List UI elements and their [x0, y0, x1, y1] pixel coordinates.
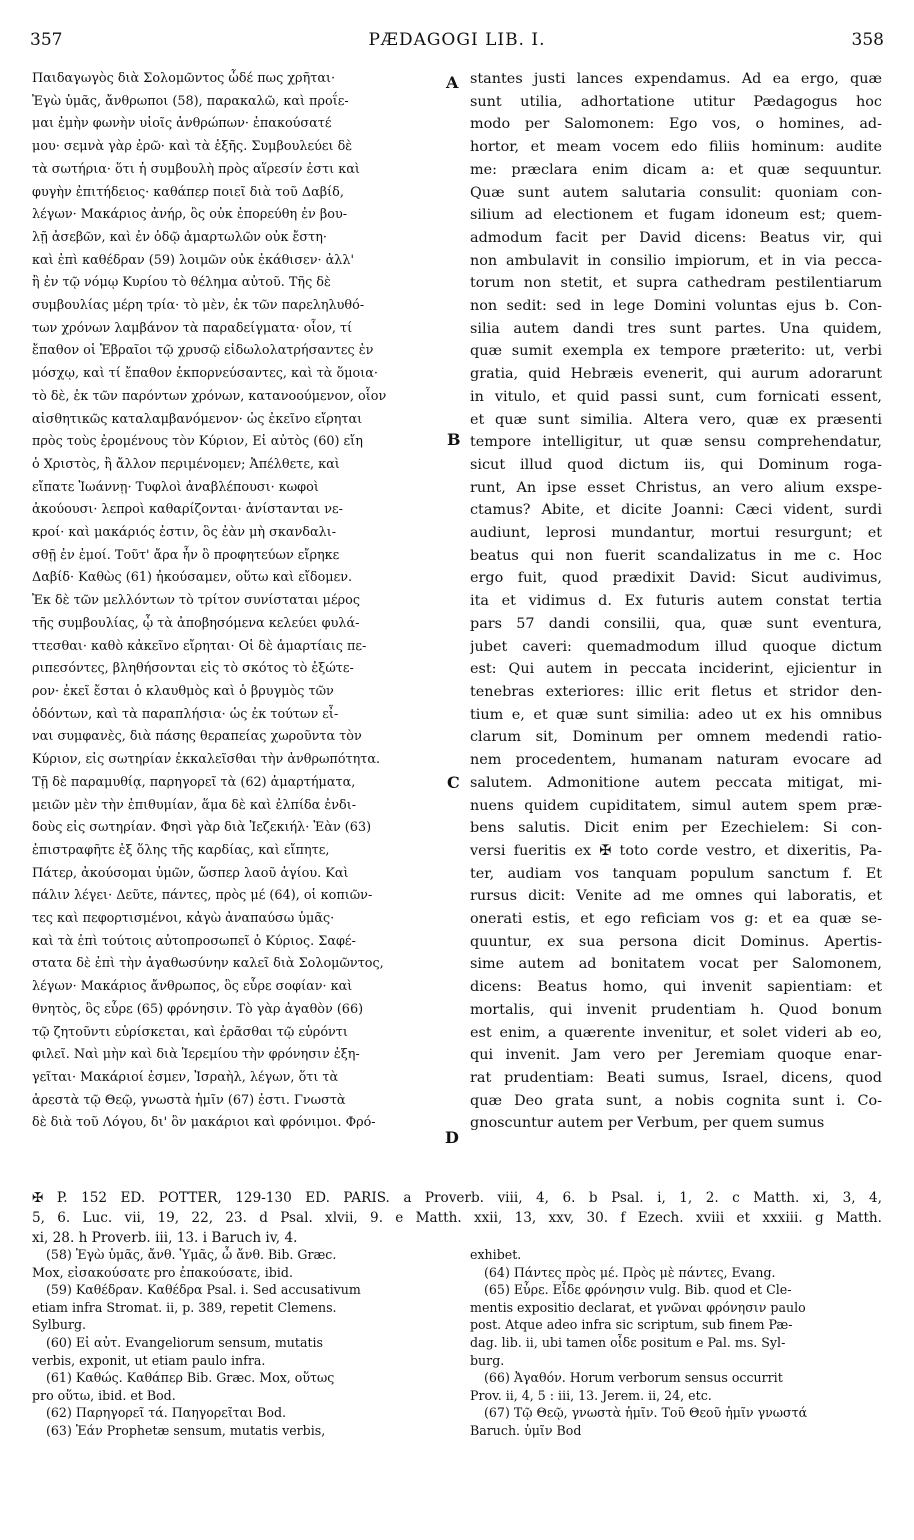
latin-text-line: clarum sit, Dominum per omnem medendi ratio-	[470, 729, 882, 746]
latin-text-line: tium e, et quæ sunt similia: adeo ut ex his omnibus	[470, 706, 882, 723]
greek-text-line: πάλιν λέγει· Δεῦτε, πάντες, πρὸς μέ (64), οἱ κοπιῶν-	[32, 888, 373, 904]
latin-text-line: versi fueritis ex ✠ toto corde vestro, et dixeritis, Pa-	[470, 842, 882, 859]
greek-text-column	[32, 68, 442, 1135]
latin-text-line: quæ sumit exempla ex tempore præterito: ut, verbi	[470, 343, 882, 360]
footnote-line: etiam infra Stromat. ii, p. 389, repetit Clemens.	[32, 1299, 337, 1315]
latin-text-line: quæ Deo grata sunt, a nobis cognita sunt i. Co-	[470, 1092, 882, 1109]
latin-text-line: modo per Salomonem: Ego vos, o homines, ad-	[470, 116, 882, 133]
latin-text-line: et quæ sunt similia. Altera vero, quæ ex præsenti	[470, 411, 882, 428]
greek-text-line: των χρόνων λαμβάνον τὰ παραδείγματα· οἷον, τί	[32, 320, 353, 336]
greek-text-line: σθῇ ἐν ἐμοί. Τοῦτ' ἄρα ἦν ὃ προφητεύων εἴρηκε	[32, 547, 340, 563]
greek-text-line: φιλεῖ. Ναὶ μὴν καὶ διὰ Ἱερεμίου τὴν φρόνησιν ἐξη-	[32, 1047, 360, 1063]
footnotes-left-column	[32, 1246, 444, 1440]
footnote-line: (66) Ἀγαθόν. Horum verborum sensus occurrit	[484, 1370, 783, 1386]
greek-text-line: ἔπαθον οἱ Ἑβραῖοι τῷ χρυσῷ εἰδωλολατρήσαντες ἐν	[32, 343, 374, 359]
greek-text-line: λῇ ἀσεβῶν, καὶ ἐν ὁδῷ ἁμαρτωλῶν οὐκ ἔστη·	[32, 229, 327, 245]
greek-text-line: λέγων· Μακάριος ἀνήρ, ὃς οὐκ ἐπορεύθη ἐν βου-	[32, 207, 348, 223]
latin-text-line: rat prudentiam: Beati sumus, Israel, dicens, quod	[470, 1069, 882, 1086]
latin-text-line: torum non stetit, et supra cathedram pestilentiarum	[470, 275, 882, 292]
footnote-line: (61) Καθώς. Καθάπερ Bib. Græc. Mox, οὕτως	[46, 1370, 335, 1386]
latin-text-line: est: Qui autem in peccata inciderint, ejicientur in	[470, 661, 882, 678]
greek-text-line: πρὸς τοὺς ἐρομένους τὸν Κύριον, Εἰ αὐτὸς (60) εἴη	[32, 434, 363, 450]
latin-text-line: tempore intelligitur, ut quæ sensu comprehendatur,	[470, 434, 882, 451]
greek-text-line: καὶ τὰ ἐπὶ τούτοις αὐτοπροσωπεῖ ὁ Κύριος. Σαφέ-	[32, 933, 356, 949]
latin-text-line: quuntur, ex sua persona dicit Dominus. Apertis-	[470, 933, 882, 950]
latin-text-line: rursus dicit: Venite ad me omnes qui laboratis, et	[470, 888, 882, 905]
latin-text-line: ergo fuit, quod prædixit David: Sicut audivimus,	[470, 570, 882, 587]
greek-text-line: Ἐγὼ ὑμᾶς, ἄνθρωποι (58), παρακαλῶ, καὶ προΐε-	[32, 93, 349, 109]
greek-text-line: Τῇ δὲ παραμυθίᾳ, παρηγορεῖ τὰ (62) ἁμαρτήματα,	[32, 774, 356, 790]
latin-text-line: non ambulavit in consilio impiorum, et in via pecca-	[470, 252, 882, 269]
latin-text-line: onerati estis, et ego reficiam vos g: et ea quæ se-	[470, 911, 882, 928]
latin-text-line: runt, An ipse esset Christus, an vero alium exspe-	[470, 479, 882, 496]
latin-text-line: beatus qui non fuerit scandalizatus in me c. Hoc	[470, 547, 882, 564]
greek-text-line: ἀκούουσι· λεπροὶ καθαρίζονται· ἀνίστανται νε-	[32, 502, 343, 518]
greek-text-line: Παιδαγωγὸς διὰ Σολομῶντος ὧδέ πως χρῆται·	[32, 71, 336, 86]
footnote-line: verbis, exponit, ut etiam paulo infra.	[32, 1352, 266, 1368]
latin-text-line: ctamus? Abite, et dicite Joanni: Cæci vident, surdi	[470, 502, 882, 519]
greek-text-line: μαι ἐμὴν φωνὴν υἱοῖς ἀνθρώπων· ἐπακούσατέ	[32, 116, 332, 132]
footnote-line: post. Atque adeo infra sic scriptum, sub finem Pæ-	[470, 1317, 793, 1333]
footnote-line: exhibet.	[470, 1247, 522, 1262]
greek-text-line: δοὺς εἰς σωτηρίαν. Φησὶ γὰρ διὰ Ἰεζεκιήλ· Ἐὰν (63)	[32, 820, 372, 836]
latin-text-line: salutem. Admonitione autem peccata mitigat, mi-	[470, 774, 882, 791]
footnote-line: Baruch. ὑμῖν Bod	[470, 1422, 582, 1438]
latin-text-line: bens salutis. Dicit enim per Ezechielem: Si con-	[470, 820, 882, 837]
margin-marker-b: B	[447, 430, 461, 449]
greek-text-line: εἴπατε Ἰωάννῃ· Τυφλοὶ ἀναβλέπουσι· κωφοὶ	[32, 479, 319, 495]
greek-text-line: τὰ σωτήρια· ὅτι ἡ συμβουλὴ πρὸς αἵρεσίν ἐστι καὶ	[32, 161, 360, 177]
latin-text-line: stantes justi lances expendamus. Ad ea ergo, quæ	[470, 71, 882, 87]
page-number-left: 357	[30, 30, 63, 50]
latin-text-line: gnoscuntur autem per Verbum, per quem sumus	[470, 1115, 825, 1132]
greek-text-line: τῷ ζητοῦντι εὑρίσκεται, καὶ ἐρᾶσθαι τῷ εὑρόντι	[32, 1024, 348, 1040]
greek-text-line: Ἐκ δὲ τῶν μελλόντων τὸ τρίτον συνίσταται μέρος	[32, 593, 361, 609]
latin-text-line: tenebras exteriores: illic erit fletus et stridor den-	[470, 683, 882, 700]
greek-text-line: ὀδόντων, καὶ τὰ παραπλήσια· ὡς ἐκ τούτων εἶ-	[32, 706, 339, 722]
latin-text-line: mortalis, qui invenit prudentiam h. Quod bonum	[470, 1001, 882, 1018]
greek-text-line: ὁ Χριστὸς, ἢ ἄλλον περιμένομεν; Ἀπέλθετε, καὶ	[32, 456, 340, 472]
greek-text-line: δὲ διὰ τοῦ Λόγου, δι' ὃν μακάριοι καὶ φρόνιμοι. Φρό-	[32, 1115, 376, 1131]
latin-text-line: Quæ sunt autem salutaria consulit: quoniam con-	[470, 184, 882, 201]
latin-text-line: silium ad electionem et fugam idoneum est; quem-	[470, 207, 882, 224]
greek-text-line: τὸ δὲ, ἐκ τῶν παρόντων χρόνων, κατανοούμενον, οἷον	[32, 388, 387, 404]
latin-text-line: in vitulo, et quid passi sunt, cum fornicati essent,	[470, 388, 882, 405]
latin-text-line: audiunt, leprosi mundantur, mortui resurgunt; et	[470, 525, 882, 542]
latin-text-line: nem procedentem, humanam naturam evocare ad	[470, 752, 882, 769]
footnote-line: (58) Ἐγὼ ὑμᾶς, ἄνθ. Ὑμᾶς, ὦ ἄνθ. Bib. Græc.	[46, 1247, 337, 1262]
latin-text-line: me: præclara enim dicam a: et quæ sequuntur.	[470, 161, 882, 178]
footnote-line: (67) Τῷ Θεῷ, γνωστὰ ἡμῖν. Τοῦ Θεοῦ ἡμῖν γνωστά	[484, 1405, 808, 1421]
greek-text-line: θνητὸς, ὃς εὗρε (65) φρόνησιν. Τὸ γὰρ ἀγαθὸν (66)	[32, 1001, 364, 1017]
latin-text-line: sunt utilia, adhortatione utitur Pædagogus hoc	[470, 93, 882, 110]
footnote-line: (59) Καθέδραν. Καθέδρα Psal. i. Sed accusativum	[46, 1282, 361, 1298]
greek-text-line: φυγὴν ἐπιτήδειος· καθάπερ ποιεῖ διὰ τοῦ Δαβίδ,	[32, 184, 344, 200]
greek-text-line: συμβουλίας μέρη τρία· τὸ μὲν, ἐκ τῶν παρεληλυθό-	[32, 298, 365, 314]
latin-text-line: jubet caveri: quemadmodum illud quoque dictum	[470, 638, 882, 655]
footnote-line: (60) Εἰ αὐτ. Evangeliorum sensum, mutatis	[46, 1334, 324, 1350]
reference-line: ✠ P. 152 ED. POTTER, 129-130 ED. PARIS. a Proverb. viii, 4, 6. b Psal. i, 1, 2. c Matth. xi, 3, 4,	[32, 1190, 882, 1206]
footnote-line: (63) Ἐάν Prophetæ sensum, mutatis verbis,	[46, 1422, 326, 1438]
greek-text-line: τες καὶ πεφορτισμένοι, κἀγὼ ἀναπαύσω ὑμᾶς·	[32, 911, 335, 927]
footnote-line: Sylburg.	[32, 1317, 87, 1333]
latin-text-line: pars 57 dandi consilii, qua, quæ sunt eventura,	[470, 615, 882, 632]
latin-text-line: sicut illud quod dictum iis, qui Dominum roga-	[470, 456, 882, 473]
latin-text-line: qui invenit. Jam vero per Jeremiam quoque enar-	[470, 1047, 882, 1064]
footnotes-right-column	[470, 1246, 882, 1440]
footnote-line: pro οὕτω, ibid. et Bod.	[32, 1387, 176, 1403]
greek-text-line: Κύριον, εἰς σωτηρίαν ἐκκαλεῖσθαι τὴν ἀνθρωπότητα.	[32, 752, 381, 768]
margin-marker-c: C	[447, 773, 460, 792]
footnote-line: (64) Πάντες πρὸς μέ. Πρὸς μὲ πάντες, Evang.	[484, 1264, 776, 1280]
footnote-line: dag. lib. ii, ubi tamen οἶδε positum e Pal. ms. Syl-	[470, 1334, 786, 1350]
latin-text-line: sime autem ad bonitatem vocat per Salomonem,	[470, 956, 882, 973]
greek-text-line: ττεσθαι· καθὸ κἀκεῖνο εἴρηται· Οἱ δὲ ἁμαρτίαις πε-	[32, 638, 367, 654]
greek-text-line: στατα δὲ ἐπὶ τὴν ἀγαθωσύνην καλεῖ διὰ Σολομῶντος,	[32, 956, 384, 972]
running-title: PÆDAGOGI LIB. I.	[368, 30, 546, 50]
footnote-line: Prov. ii, 4, 5 : iii, 13. Jerem. ii, 24, etc.	[470, 1387, 712, 1403]
latin-text-line: gratia, quid Hebræis evenerit, qui aurum adorarunt	[470, 366, 882, 383]
greek-text-line: μειῶν μὲν τὴν ἐπιθυμίαν, ἅμα δὲ καὶ ἐλπίδα ἐνδι-	[32, 797, 357, 813]
scripture-references	[32, 1188, 882, 1248]
latin-text-line: non sedit: sed in lege Domini voluntas ejus b. Con-	[470, 298, 882, 315]
page-number-right: 358	[851, 30, 884, 50]
greek-text-line: ἀρεστὰ τῷ Θεῷ, γνωστὰ ἡμῖν (67) ἐστι. Γνωστὰ	[32, 1092, 346, 1108]
latin-text-line: est enim, a quærente invenitur, et solet videri ab eo,	[470, 1024, 882, 1041]
greek-text-line: ριπεσόντες, βληθήσονται εἰς τὸ σκότος τὸ ἐξώτε-	[32, 661, 354, 677]
reference-line: xi, 28. h Proverb. iii, 13. i Baruch iv, 4.	[32, 1230, 298, 1246]
margin-marker-a: A	[446, 73, 459, 92]
greek-text-line: Πάτερ, ἀκούσομαι ὑμῶν, ὥσπερ λαοῦ ἁγίου. Καὶ	[32, 865, 349, 881]
running-header	[30, 30, 884, 60]
greek-text-line: ρον· ἐκεῖ ἔσται ὁ κλαυθμὸς καὶ ὁ βρυγμὸς τῶν	[32, 683, 334, 699]
footnote-line: Mox, εἰσακούσατε pro ἐπακούσατε, ibid.	[32, 1264, 293, 1280]
footnote-line: (65) Εὗρε. Εἶδε φρόνησιν vulg. Bib. quod et Cle-	[484, 1282, 792, 1298]
reference-line: 5, 6. Luc. vii, 19, 22, 23. d Psal. xlvii, 9. e Matth. xxii, 13, xxv, 30. f Ezech. xviii et xxxiii. g Matth.	[32, 1210, 882, 1226]
greek-text-line: μου· σεμνὰ γὰρ ἐρῶ· καὶ τὰ ἑξῆς. Συμβουλεύει δὲ	[32, 139, 353, 155]
latin-text-line: admodum facit per David dicens: Beatus vir, qui	[470, 229, 882, 246]
latin-text-line: nuens quidem cupiditatem, simul autem spem præ-	[470, 797, 882, 814]
margin-marker-d: D	[445, 1128, 459, 1147]
greek-text-line: αἰσθητικῶς καταλαμβανόμενον· ὡς ἐκεῖνο εἴρηται	[32, 411, 363, 427]
greek-text-line: ἐπιστραφῆτε ἐξ ὅλης τῆς καρδίας, καὶ εἴπητε,	[32, 842, 330, 858]
latin-text-column	[470, 68, 882, 1135]
latin-text-line: silia autem dandi tres sunt partes. Una quidem,	[470, 320, 882, 337]
latin-text-line: ita et vidimus d. Ex futuris autem constat tertia	[470, 593, 882, 610]
greek-text-line: ἢ ἐν τῷ νόμῳ Κυρίου τὸ θέλημα αὐτοῦ. Τῆς δὲ	[32, 275, 331, 291]
greek-text-line: καὶ ἐπὶ καθέδραν (59) λοιμῶν οὐκ ἐκάθισεν· ἀλλ'	[32, 252, 354, 268]
greek-text-line: ναι συμφανὲς, διὰ πάσης θεραπείας χωροῦντα τὸν	[32, 729, 362, 745]
greek-text-line: τῆς συμβουλίας, ᾧ τὰ ἀποβησόμενα κελεύει φυλά-	[32, 615, 360, 631]
footnote-line: (62) Παρηγορεῖ τά. Παηγορεῖται Bod.	[46, 1405, 287, 1421]
footnote-line: mentis expositio declarat, et γνῶναι φρόνησιν paulo	[470, 1299, 806, 1315]
latin-text-line: ter, audiam vos tanquam populum sanctum f. Et	[470, 865, 882, 882]
footnote-line: burg.	[470, 1352, 505, 1368]
latin-text-line: hortor, et meam vocem edo filiis hominum: audite	[470, 139, 882, 156]
latin-text-line: dicens: Beatus homo, qui invenit sapientiam: et	[470, 979, 882, 996]
greek-text-line: μόσχῳ, καὶ τί ἔπαθον ἐκπορνεύσαντες, καὶ τὰ ὅμοια·	[32, 366, 378, 382]
greek-text-line: Δαβίδ· Καθὼς (61) ἠκούσαμεν, οὕτω καὶ εἴδομεν.	[32, 570, 353, 586]
greek-text-line: λέγων· Μακάριος ἄνθρωπος, ὃς εὗρε σοφίαν· καὶ	[32, 979, 353, 995]
greek-text-line: γεῖται· Μακάριοί ἐσμεν, Ἰσραὴλ, λέγων, ὅτι τὰ	[32, 1069, 339, 1085]
greek-text-line: κροί· καὶ μακάριός ἐστιν, ὃς ἐὰν μὴ σκανδαλι-	[32, 525, 337, 541]
